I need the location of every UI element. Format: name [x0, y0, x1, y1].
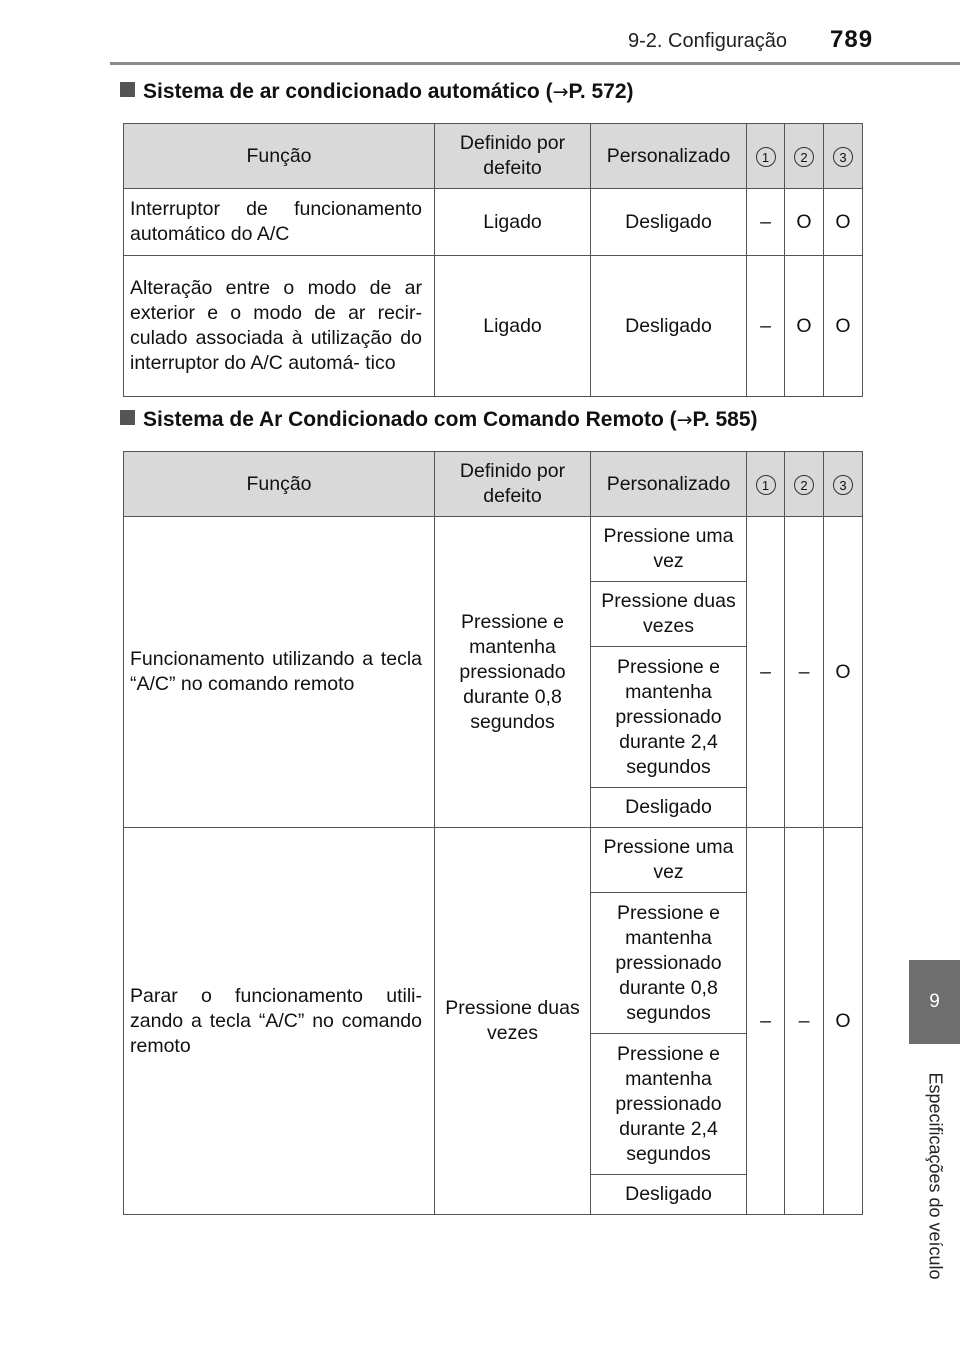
cell-2: –	[785, 517, 824, 828]
col-definido: Definido por defeito	[435, 124, 591, 189]
cell-definido: Pressione e mantenha pressionado durante 0,8 segundos	[435, 517, 591, 828]
cell-option: Pressione uma vez	[591, 517, 747, 582]
arrow-right-icon: →	[552, 81, 569, 103]
cell-funcao: Alteração entre o modo de ar exterior e o modo de ar recir- culado associada à utilização do interruptor do A/C automá- tico	[124, 256, 435, 397]
cell-option: Desligado	[591, 788, 747, 828]
cell-option: Pressione uma vez	[591, 828, 747, 893]
cell-2: O	[785, 189, 824, 256]
square-bullet-icon	[120, 410, 135, 425]
cell-option: Pressione duas vezes	[591, 582, 747, 647]
table-row	[124, 189, 863, 256]
cell-1: –	[747, 256, 785, 397]
col-personalizado: Personalizado	[591, 124, 747, 189]
cell-3: O	[824, 189, 863, 256]
table-row	[124, 256, 863, 397]
col-2	[785, 452, 824, 517]
cell-2: O	[785, 256, 824, 397]
circled-1-icon: 1	[756, 147, 776, 167]
cell-1: –	[747, 517, 785, 828]
col-3	[824, 124, 863, 189]
cell-option: Desligado	[591, 1175, 747, 1215]
cell-option: Pressione e mantenha pressionado durante 0,8 segundos	[591, 893, 747, 1034]
cell-3: O	[824, 256, 863, 397]
cell-3: O	[824, 828, 863, 1215]
table-header-row	[124, 452, 863, 517]
arrow-right-icon: →	[676, 409, 693, 431]
cell-funcao: Parar o funcionamento utili- zando a tecla “A/C” no comando remoto	[124, 828, 435, 1215]
section1-heading	[120, 80, 634, 104]
section2-heading	[120, 408, 758, 432]
section2-title: Sistema de Ar Condicionado com Comando Remoto (	[143, 408, 677, 431]
table-row	[124, 517, 863, 582]
chapter-label	[918, 1046, 952, 1306]
col-3	[824, 452, 863, 517]
cell-3: O	[824, 517, 863, 828]
circled-2-icon: 2	[794, 475, 814, 495]
cell-option: Pressione e mantenha pressionado durante 2,4 segundos	[591, 647, 747, 788]
header-rule	[110, 62, 960, 65]
section2-page-ref[interactable]: P. 585)	[692, 408, 758, 431]
cell-1: –	[747, 189, 785, 256]
table-remote-ac	[123, 451, 863, 1215]
cell-definido: Ligado	[435, 256, 591, 397]
col-definido: Definido por defeito	[435, 452, 591, 517]
cell-1: –	[747, 828, 785, 1215]
col-funcao: Função	[124, 124, 435, 189]
table-header-row	[124, 124, 863, 189]
col-1	[747, 452, 785, 517]
section1-title: Sistema de ar condicionado automático (	[143, 80, 553, 103]
cell-funcao: Funcionamento utilizando a tecla “A/C” no comando remoto	[124, 517, 435, 828]
table-auto-ac	[123, 123, 863, 397]
section1-page-ref[interactable]: P. 572)	[568, 80, 634, 103]
section-title: 9-2. Configuração	[628, 30, 787, 52]
col-1	[747, 124, 785, 189]
cell-personalizado: Desligado	[591, 256, 747, 397]
chapter-number: 9	[929, 991, 940, 1012]
page-number: 789	[830, 26, 874, 53]
circled-3-icon: 3	[833, 475, 853, 495]
chapter-tab[interactable]	[909, 960, 960, 1044]
chapter-label-text: Especificações do veículo	[925, 1072, 946, 1280]
circled-3-icon: 3	[833, 147, 853, 167]
cell-funcao: Interruptor de funcionamento automático do A/C	[124, 189, 435, 256]
cell-2: –	[785, 828, 824, 1215]
col-funcao: Função	[124, 452, 435, 517]
table-row	[124, 828, 863, 893]
circled-1-icon: 1	[756, 475, 776, 495]
cell-personalizado: Desligado	[591, 189, 747, 256]
cell-definido: Ligado	[435, 189, 591, 256]
cell-definido: Pressione duas vezes	[435, 828, 591, 1215]
col-personalizado: Personalizado	[591, 452, 747, 517]
square-bullet-icon	[120, 82, 135, 97]
circled-2-icon: 2	[794, 147, 814, 167]
col-2	[785, 124, 824, 189]
cell-option: Pressione e mantenha pressionado durante 2,4 segundos	[591, 1034, 747, 1175]
